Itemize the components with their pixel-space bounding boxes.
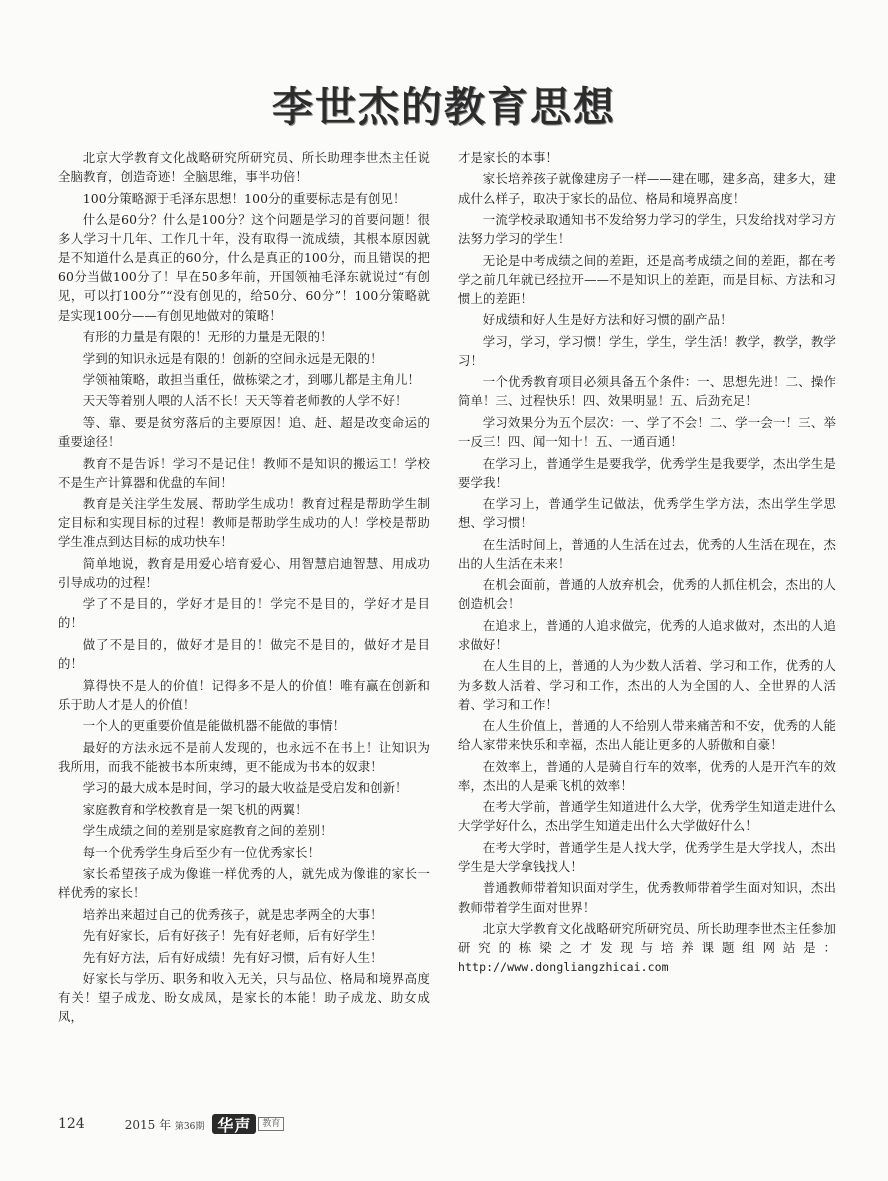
paragraph (58, 969, 430, 1026)
paragraph (458, 169, 836, 207)
paragraph (58, 370, 430, 389)
paragraph-text: 算得快不是人的价值！记得多不是人的价值！唯有赢在创新和乐于助人才是人的价值！ (58, 677, 430, 712)
paragraph (58, 843, 430, 862)
paragraph (58, 554, 430, 592)
paragraph (58, 716, 430, 735)
paragraph (58, 864, 430, 902)
paragraph (458, 413, 836, 451)
paragraph-text: 在考大学前，普通学生知道进什么大学，优秀学生知道走进什么大学学好什么，杰出学生知道走出什么大学做好什么！ (458, 799, 836, 834)
paragraph-text: 在人生目的上，普通的人为少数人活着、学习和工作，优秀的人为多数人活着、学习和工作，杰出的人为全国的人、全世界的人活着、学习和工作！ (458, 658, 836, 712)
paragraph-text: 学领袖策略，敢担当重任，做栋梁之才，到哪儿都是主角儿！ (82, 371, 421, 387)
paragraph-text: 家庭教育和学校教育是一架飞机的两翼！ (82, 801, 308, 817)
paragraph (58, 800, 430, 819)
paragraph (58, 926, 430, 945)
paragraph (458, 332, 836, 370)
paragraph-text: 学了不是目的，学好才是目的！学完不是目的，学好才是目的！ (58, 596, 430, 631)
magazine-logo-tail: 教育 (258, 1117, 284, 1131)
paragraph (458, 251, 836, 308)
page-footer (58, 1113, 284, 1135)
paragraph (58, 594, 430, 632)
paragraph-text: 无论是中考成绩之间的差距，还是高考成绩之间的差距，都在考学之前几年就已经拉开——不是知识上的差距，而是目标、方法和习惯上的差距！ (458, 252, 836, 306)
paragraph-text: 教育是关注学生发展、帮助学生成功！教育过程是帮助学生制定目标和实现目标的过程！教师是帮助学生成功的人！学校是帮助学生准点到达目标的成功快车！ (58, 496, 430, 550)
paragraph-text: 最好的方法永远不是前人发现的，也永远不在书上！让知识为我所用，而我不能被书本所束缚，更不能成为书本的奴隶！ (58, 739, 430, 774)
paragraph (458, 210, 836, 248)
paragraph-text: 简单地说，教育是用爱心培育爱心、用智慧启迪智慧、用成功引导成功的过程！ (58, 555, 430, 590)
paragraph (458, 616, 836, 654)
paragraph (458, 372, 836, 410)
paragraph-text: 在效率上，普通的人是骑自行车的效率，优秀的人是开汽车的效率，杰出的人是乘飞机的效率！ (458, 758, 836, 793)
paragraph-text: 在机会面前，普通的人放弃机会，优秀的人抓住机会，杰出的人创造机会！ (458, 577, 836, 612)
paragraph-text: 教育不是告诉！学习不是记住！教师不是知识的搬运工！学校不是生产计算器和优盘的车间！ (58, 455, 430, 490)
paragraph (58, 189, 430, 208)
paragraph (458, 919, 836, 977)
paragraph (58, 821, 430, 840)
paragraph (458, 797, 836, 835)
paragraph-text: 什么是60分？什么是100分？这个问题是学习的首要问题！很多人学习十几年、工作几十年，没有取得一流成绩，其根本原因就是不知道什么是真正的60分，什么是真正的100分，而且错误的把60分当做100分了！早在50多年前，开国领袖毛泽东就说过“有创见，可以打100分”“没有创见的，给50分、60分”！100分策略就是实现100分——有创见地做对的策略！ (58, 212, 430, 323)
paragraph (58, 349, 430, 368)
paragraph (58, 327, 430, 346)
paragraph (58, 454, 430, 492)
issue-year: 2015 年 (124, 1117, 172, 1132)
paragraph-text: 在考大学时，普通学生是人找大学，优秀学生是大学找人，杰出学生是大学拿钱找人！ (458, 839, 836, 874)
paragraph (458, 310, 836, 329)
paragraph-text: 北京大学教育文化战略研究所研究员、所长助理李世杰主任说全脑教育，创造奇迹！全脑思维，事半功倍！ (58, 150, 430, 185)
paragraph-text: 在学习上，普通学生是要我学，优秀学生是我要学，杰出学生是要学我！ (458, 455, 836, 490)
paragraph (458, 535, 836, 573)
issue-number: 第36期 (174, 1121, 205, 1132)
paragraph (458, 716, 836, 754)
paragraph (458, 454, 836, 492)
paragraph (58, 778, 430, 797)
paragraph-text: 北京大学教育文化战略研究所研究员、所长助理李世杰主任参加研究的栋梁之才发现与培养课题组网站是： (458, 920, 836, 956)
paragraph-text: 好家长与学历、职务和收入无关，只与品位、格局和境界高度有关！望子成龙、盼女成凤，是家长的本能！助子成龙、助女成凤， (58, 971, 430, 1025)
paragraph (458, 838, 836, 876)
paragraph-text: 学到的知识永远是有限的！创新的空间永远是无限的！ (82, 350, 383, 366)
paragraph (58, 413, 430, 451)
paragraph-text: 一个人的更重要价值是能做机器不能做的事情！ (82, 718, 346, 734)
paragraph-text: 学习的最大成本是时间，学习的最大收益是受启发和创新！ (82, 780, 408, 796)
paragraph (58, 948, 430, 967)
issue-info (125, 1116, 205, 1133)
paragraph (458, 656, 836, 713)
paragraph (458, 757, 836, 795)
paragraph (58, 635, 430, 673)
paragraph-text: 等、靠、要是贫穷落后的主要原因！追、赶、超是改变命运的重要途径！ (58, 414, 430, 450)
paragraph (58, 210, 430, 325)
paragraph-text: 100分策略源于毛泽东思想！100分的重要标志是有创见！ (82, 190, 406, 206)
paragraph (458, 494, 836, 532)
paragraph-text: 有形的力量是有限的！无形的力量是无限的！ (82, 329, 333, 345)
paragraph-text: 在人生价值上，普通的人不给别人带来痛苦和不安，优秀的人能给人家带来快乐和幸福，杰出人能让更多的人骄傲和自豪！ (458, 718, 836, 753)
paragraph-text: 学习效果分为五个层次：一、学了不会！二、学一会一！三、举一反三！四、闻一知十！五、一通百通！ (458, 414, 836, 450)
right-column (458, 148, 836, 980)
paragraph-text: 每一个优秀学生身后至少有一位优秀家长！ (82, 844, 321, 860)
paragraph-text: 一流学校录取通知书不发给努力学习的学生，只发给找对学习方法努力学习的学生！ (458, 212, 836, 247)
paragraph-text: 家长培养孩子就像建房子一样——建在哪，建多高，建多大，建成什么样子，取决于家长的品位、格局和境界高度！ (458, 171, 836, 206)
paragraph-text: 在生活时间上，普通的人生活在过去，优秀的人生活在现在，杰出的人生活在未来！ (458, 536, 836, 571)
paragraph (58, 148, 430, 186)
paragraph (458, 878, 836, 916)
paragraph-text: 家长希望孩子成为像谁一样优秀的人，就先成为像谁的家长一样优秀的家长！ (58, 866, 430, 901)
paragraph-text: 在追求上，普通的人追求做完，优秀的人追求做对，杰出的人追求做好！ (458, 617, 836, 652)
article-title: 李世杰的教育思想 (272, 83, 616, 131)
paragraph-text: 在学习上，普通学生记做法，优秀学生学方法，杰出学生学思想、学习惯！ (458, 496, 836, 531)
paragraph-text: 先有好家长，后有好孩子！先有好老师，后有好学生！ (82, 928, 383, 944)
website-url[interactable]: http://www.dongliangzhicai.com (458, 960, 669, 975)
paragraph-text: 做了不是目的，做好才是目的！做完不是目的，做好才是目的！ (58, 636, 430, 672)
page-number: 124 (58, 1116, 85, 1132)
paragraph-text: 培养出来超过自己的优秀孩子，就是忠孝两全的大事！ (82, 906, 383, 922)
paragraph-text: 一个优秀教育项目必须具备五个条件：一、思想先进！二、操作简单！三、过程快乐！四、效果明显！五、后劲充足！ (458, 374, 836, 409)
paragraph-text: 学生成绩之间的差别是家庭教育之间的差别！ (82, 823, 333, 839)
paragraph (458, 148, 836, 167)
paragraph (58, 494, 430, 551)
paragraph (58, 738, 430, 776)
left-column (58, 148, 430, 1029)
paragraph (58, 391, 430, 410)
paragraph-text: 普通教师带着知识面对学生，优秀教师带着学生面对知识，杰出教师带着学生面对世界！ (458, 880, 836, 915)
paragraph (58, 676, 430, 714)
paragraph-text: 才是家长的本事！ (458, 150, 558, 165)
paragraph-text: 好成绩和好人生是好方法和好习惯的副产品！ (482, 312, 733, 328)
paragraph-text: 先有好方法，后有好成绩！先有好习惯，后有好人生！ (82, 949, 383, 965)
paragraph-text: 学习，学习，学习惯！学生，学生，学生活！教学，教学，教学习！ (458, 333, 836, 368)
paragraph (58, 905, 430, 924)
paragraph (458, 575, 836, 613)
magazine-logo: 华声 (212, 1114, 256, 1134)
paragraph-text: 天天等着别人喂的人活不长！天天等着老师教的人学不好！ (82, 393, 408, 409)
